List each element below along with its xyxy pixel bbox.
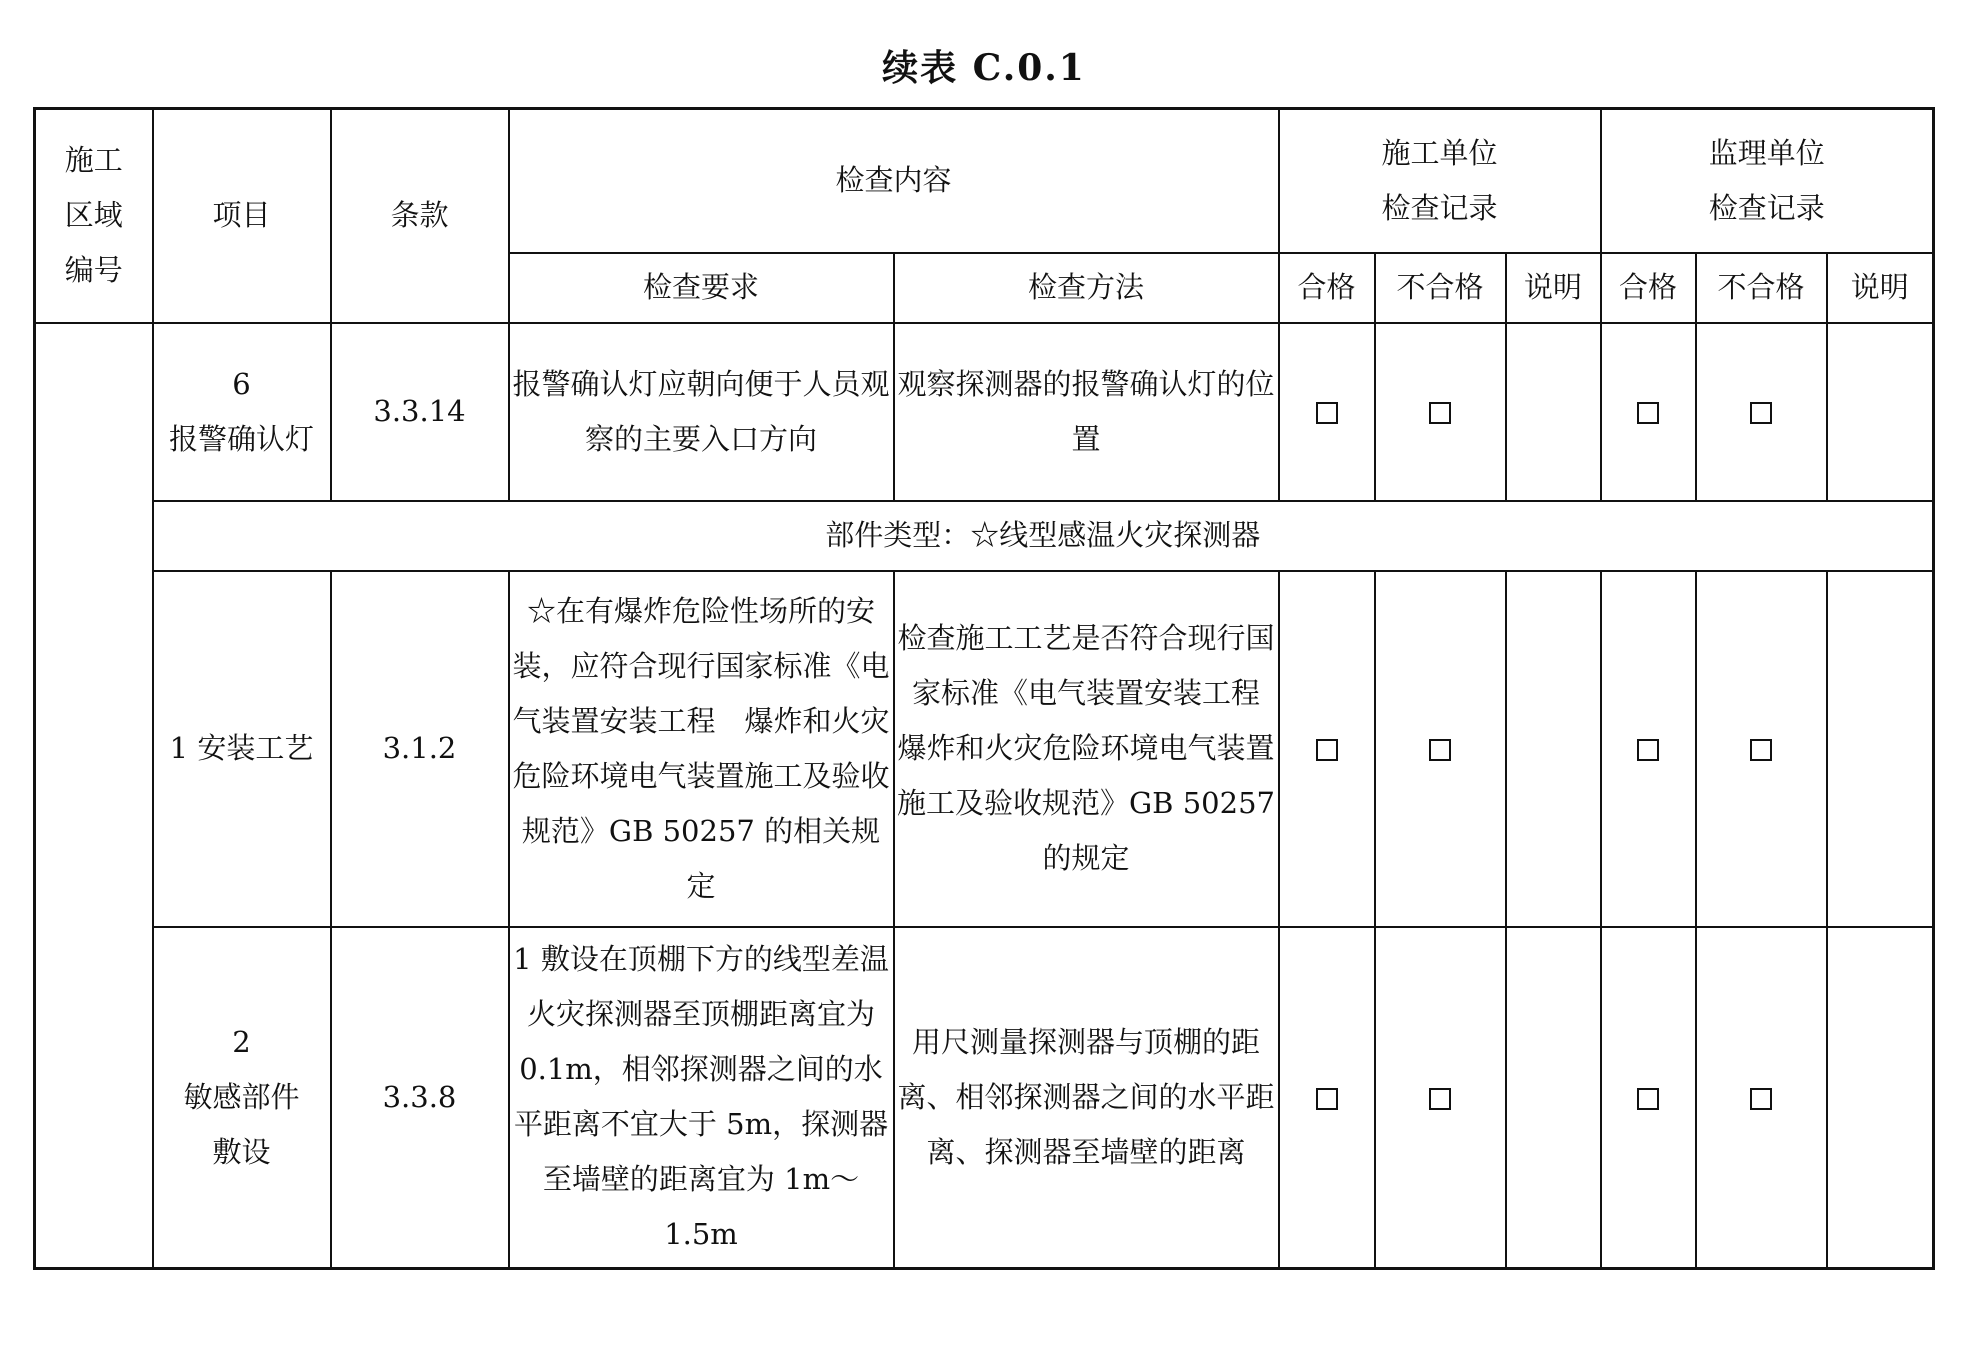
- header-method: 检查方法: [894, 253, 1279, 323]
- method-cell: 检查施工工艺是否符合现行国家标准《电气装置安装工程 爆炸和火灾危险环境电气装置施工及验收规范》GB 50257 的规定: [894, 571, 1279, 927]
- component-type-band: 部件类型：☆线型感温火灾探测器: [153, 501, 1934, 571]
- header-supervisor-fail: 不合格: [1696, 253, 1827, 323]
- table-row: [35, 571, 1934, 927]
- supervisor-fail-cell: [1696, 571, 1827, 927]
- contractor-fail-checkbox[interactable]: [1429, 739, 1451, 761]
- supervisor-pass-checkbox[interactable]: [1637, 739, 1659, 761]
- requirement-cell: 报警确认灯应朝向便于人员观察的主要入口方向: [509, 323, 894, 501]
- header-supervisor-line2: 检查记录: [1708, 190, 1825, 225]
- method-cell: 观察探测器的报警确认灯的位置: [894, 323, 1279, 501]
- supervisor-fail-checkbox[interactable]: [1750, 1088, 1772, 1110]
- contractor-pass-checkbox[interactable]: [1316, 1088, 1338, 1110]
- item-number: 6: [232, 366, 251, 401]
- header-area-line2: 区域: [64, 198, 123, 233]
- supervisor-note-cell[interactable]: [1827, 323, 1934, 501]
- inspection-table: [33, 107, 1935, 1270]
- clause-cell: 3.3.14: [331, 323, 509, 501]
- requirement-cell: 1 敷设在顶棚下方的线型差温火灾探测器至顶棚距离宜为 0.1m，相邻探测器之间的水平距离不宜大于 5m，探测器至墙壁的距离宜为 1m～1.5m: [509, 927, 894, 1269]
- contractor-fail-cell: [1375, 323, 1506, 501]
- header-clause: 条款: [331, 109, 509, 323]
- header-area-line3: 编号: [64, 253, 123, 288]
- supervisor-fail-checkbox[interactable]: [1750, 402, 1772, 424]
- contractor-pass-cell: [1279, 927, 1375, 1269]
- section-band-row: [35, 501, 1934, 571]
- header-item: 项目: [153, 109, 331, 323]
- supervisor-pass-cell: [1601, 927, 1696, 1269]
- supervisor-fail-cell: [1696, 323, 1827, 501]
- contractor-pass-checkbox[interactable]: [1316, 739, 1338, 761]
- item-name: 报警确认灯: [168, 421, 314, 456]
- supervisor-note-cell[interactable]: [1827, 927, 1934, 1269]
- contractor-note-cell[interactable]: [1506, 571, 1601, 927]
- header-content: 检查内容: [509, 109, 1279, 253]
- header-contractor-record: [1279, 109, 1601, 253]
- supervisor-pass-cell: [1601, 571, 1696, 927]
- item-name: 1 安装工艺: [169, 731, 314, 765]
- supervisor-pass-cell: [1601, 323, 1696, 501]
- supervisor-note-cell[interactable]: [1827, 571, 1934, 927]
- contractor-pass-checkbox[interactable]: [1316, 402, 1338, 424]
- supervisor-pass-checkbox[interactable]: [1637, 1088, 1659, 1110]
- clause-cell: 3.3.8: [331, 927, 509, 1269]
- item-name-cont: 敷设: [212, 1134, 271, 1169]
- contractor-note-cell[interactable]: [1506, 323, 1601, 501]
- header-contractor-line1: 施工单位: [1381, 135, 1498, 170]
- item-cell: [153, 571, 331, 927]
- header-contractor-note: 说明: [1506, 253, 1601, 323]
- area-code-cell: [35, 323, 153, 1269]
- header-contractor-fail: 不合格: [1375, 253, 1506, 323]
- item-cell: [153, 927, 331, 1269]
- item-name: 敏感部件: [183, 1079, 300, 1114]
- header-supervisor-record: [1601, 109, 1934, 253]
- contractor-fail-cell: [1375, 571, 1506, 927]
- header-area-code: [35, 109, 153, 323]
- header-supervisor-note: 说明: [1827, 253, 1934, 323]
- contractor-note-cell[interactable]: [1506, 927, 1601, 1269]
- contractor-fail-cell: [1375, 927, 1506, 1269]
- item-cell: [153, 323, 331, 501]
- contractor-pass-cell: [1279, 323, 1375, 501]
- clause-cell: 3.1.2: [331, 571, 509, 927]
- table-row: [35, 323, 1934, 501]
- contractor-fail-checkbox[interactable]: [1429, 1088, 1451, 1110]
- header-contractor-pass: 合格: [1279, 253, 1375, 323]
- contractor-pass-cell: [1279, 571, 1375, 927]
- supervisor-fail-cell: [1696, 927, 1827, 1269]
- supervisor-fail-checkbox[interactable]: [1750, 739, 1772, 761]
- header-contractor-line2: 检查记录: [1381, 190, 1498, 225]
- item-number: 2: [232, 1024, 251, 1059]
- table-caption: 续表 C.0.1: [882, 47, 1086, 89]
- requirement-cell: ☆在有爆炸危险性场所的安装，应符合现行国家标准《电气装置安装工程 爆炸和火灾危险环境电气装置施工及验收规范》GB 50257 的相关规定: [509, 571, 894, 927]
- table-row: [35, 927, 1934, 1269]
- header-row-1: [35, 109, 1934, 253]
- supervisor-pass-checkbox[interactable]: [1637, 402, 1659, 424]
- header-requirement: 检查要求: [509, 253, 894, 323]
- header-supervisor-pass: 合格: [1601, 253, 1696, 323]
- header-supervisor-line1: 监理单位: [1708, 135, 1825, 170]
- contractor-fail-checkbox[interactable]: [1429, 402, 1451, 424]
- header-area-line1: 施工: [64, 143, 123, 178]
- method-cell: 用尺测量探测器与顶棚的距离、相邻探测器之间的水平距离、探测器至墙壁的距离: [894, 927, 1279, 1269]
